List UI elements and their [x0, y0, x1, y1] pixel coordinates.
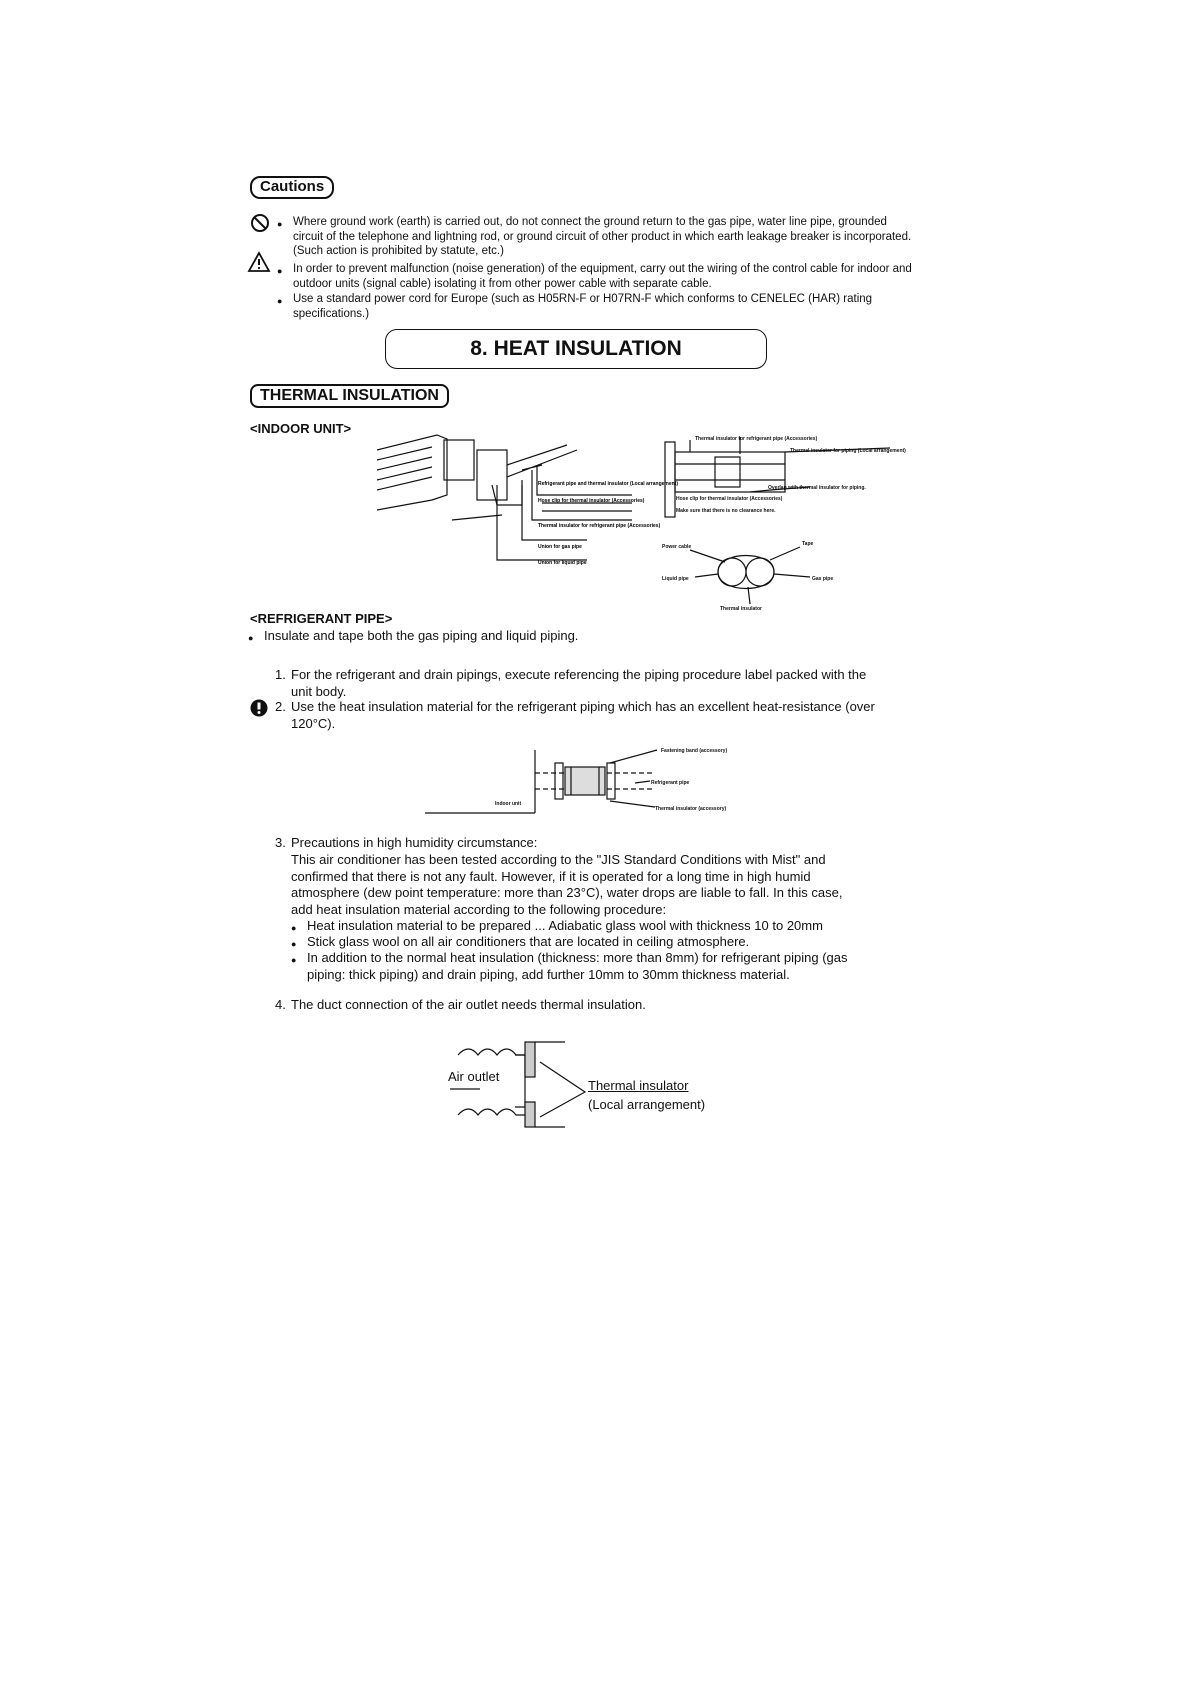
- label-power-cable: Power cable: [662, 544, 692, 550]
- pipe-detail-diagram: [660, 432, 920, 612]
- label-refrigerant-pipe-thermal: Refrigerant pipe and thermal insulator (Local arrangement): [538, 481, 679, 487]
- caution-item-1: ● Where ground work (earth) is carried out, do not connect the ground return to the gas pipe, water line pipe, grounded circuit of the telephone and lightning rod, or ground circuit of other product in which earth leakage breaker is incorporated. (Such action is prohibited by statute, etc.): [293, 215, 913, 259]
- label-liquid-pipe: Liquid pipe: [662, 576, 689, 582]
- step-2-num: 2.: [275, 699, 286, 714]
- local-arrangement-label: (Local arrangement): [588, 1097, 706, 1112]
- label-indoor-unit: Indoor unit: [495, 801, 522, 807]
- label-thermal-insulator-refrigerant: Thermal insulator for refrigerant pipe (Accessories): [538, 523, 661, 529]
- step-3-paragraph: This air conditioner has been tested according to the "JIS Standard Conditions with Mist" and confirmed that there is not any fault. However, if it is operated for a long time in high humid atmosphere (dew point temperature: more than 23°C), water drops are liable to fall. In this case, add heat insulation material according to the following procedure:: [291, 852, 843, 917]
- air-outlet-label: Air outlet: [448, 1069, 500, 1084]
- label-thermal-insulator-accessory: Thermal insulator (accessory): [655, 806, 727, 812]
- label-refrigerant-pipe: Refrigerant pipe: [651, 780, 690, 786]
- step-1-num: 1.: [275, 667, 286, 682]
- section-title-box: [385, 329, 767, 369]
- step-3-bullet-1: ● Heat insulation material to be prepared ... Adiabatic glass wool with thickness 10 to 20mm: [307, 918, 887, 935]
- prohibited-icon: [250, 213, 270, 233]
- label-thermal-insulator-accessories: Thermal insulator for refrigerant pipe (Accessories): [695, 436, 818, 442]
- label-overlap: Overlap with thermal insulator for piping.: [768, 485, 866, 491]
- step-1-text: For the refrigerant and drain pipings, execute referencing the piping procedure label packed with the unit body.: [291, 667, 867, 699]
- indoor-unit-label: <INDOOR UNIT>: [250, 421, 352, 436]
- label-hose-clip: Hose clip for thermal insulator (Accessories): [538, 498, 645, 504]
- label-fastening-band: Fastening band (accessory): [661, 748, 728, 754]
- step-3-num: 3.: [275, 835, 286, 850]
- refrigerant-pipe-heading: <REFRIGERANT PIPE>: [250, 611, 393, 626]
- label-gas-pipe: Gas pipe: [812, 576, 834, 582]
- label-union-liquid: Union for liquid pipe: [538, 560, 587, 566]
- caution-item-3: ● Use a standard power cord for Europe (such as H05RN-F or H07RN-F which conforms to CENELEC (HAR) rating specifications.): [293, 292, 913, 321]
- step-2-text: Use the heat insulation material for the refrigerant piping which has an excellent heat-resistance (over 120°C).: [291, 699, 875, 731]
- warning-icon: [248, 252, 270, 272]
- step-3-bullet-3: ● In addition to the normal heat insulation (thickness: more than 8mm) for refrigerant piping (gas piping: thick piping) and drain piping, add further 10mm to 30mm thickness material.: [307, 950, 887, 983]
- thermal-insulation-heading: THERMAL INSULATION: [250, 384, 449, 408]
- section-title: 8. HEAT INSULATION: [470, 337, 682, 360]
- caution-exclamation-icon: [250, 699, 268, 717]
- cautions-heading: Cautions: [250, 176, 334, 199]
- label-make-sure: Make sure that there is no clearance here.: [676, 508, 776, 514]
- label-hose-clip-2: Hose clip for thermal insulator (Accessories): [676, 496, 783, 502]
- caution-item-2: ● In order to prevent malfunction (noise generation) of the equipment, carry out the wiring of the control cable for indoor and outdoor units (signal cable) isolating it from other power cable with separate cable.: [293, 262, 913, 291]
- label-thermal-insulator-small: Thermal insulator: [720, 606, 762, 612]
- step-4-text: The duct connection of the air outlet needs thermal insulation.: [291, 997, 646, 1012]
- pipe-connection-diagram: [425, 745, 755, 825]
- label-tape: Tape: [802, 541, 814, 547]
- step-3-title: Precautions in high humidity circumstance:: [291, 835, 538, 850]
- step-3-bullet-2: ● Stick glass wool on all air conditioners that are located in ceiling atmosphere.: [307, 934, 887, 951]
- step-4-num: 4.: [275, 997, 286, 1012]
- label-union-gas: Union for gas pipe: [538, 544, 582, 550]
- label-thermal-insulator-local: Thermal insulator for piping (Local arrangement): [790, 448, 906, 454]
- refrigerant-pipe-bullet: ● Insulate and tape both the gas piping and liquid piping.: [264, 628, 864, 645]
- thermal-insulator-label: Thermal insulator: [588, 1078, 689, 1093]
